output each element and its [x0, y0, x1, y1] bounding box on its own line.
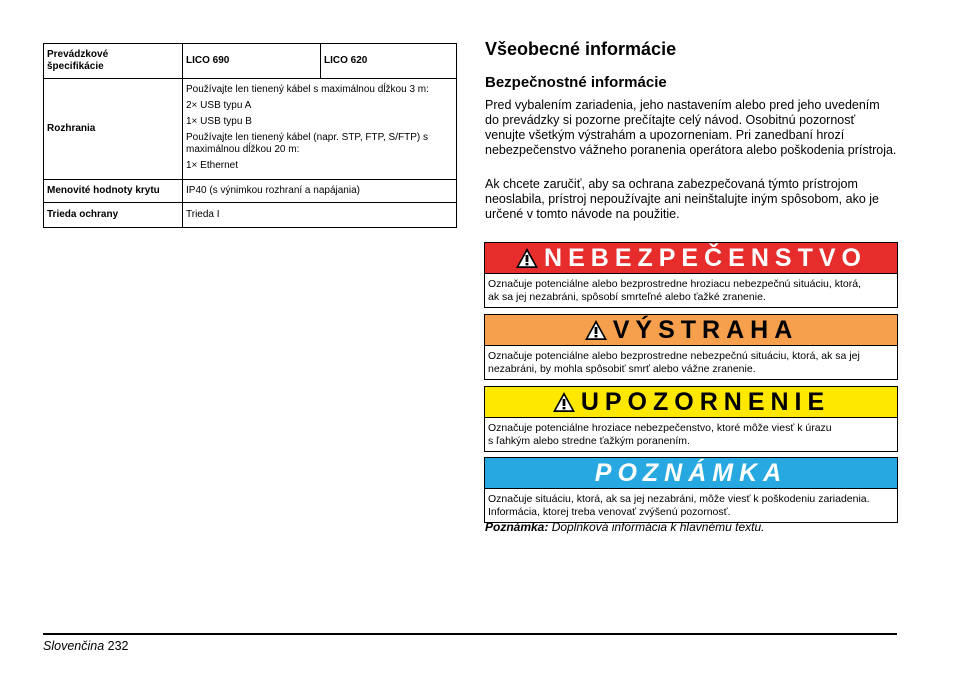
notice-header [485, 458, 897, 489]
warning-triangle-icon [584, 319, 608, 341]
specifications-table [43, 43, 457, 228]
danger-header [485, 243, 897, 274]
note-label: Poznámka: [485, 520, 549, 534]
caution-signal-word: UPOZORNENIE [580, 388, 831, 416]
header-lico-690: LICO 690 [183, 44, 321, 79]
footer-language: Slovenčina [43, 639, 105, 653]
table-row-enclosure-rating [44, 180, 457, 203]
interfaces-line-2: 2× USB typu A [186, 100, 252, 111]
footer-divider [43, 633, 897, 635]
header-lico-620: LICO 620 [321, 44, 457, 79]
warning-box [484, 314, 898, 380]
page-number: 232 [107, 639, 129, 653]
row-label-protection-class: Trieda ochrany [44, 203, 183, 228]
notice-description: Označuje situáciu, ktorá, ak sa jej nezabráni, môže viesť k poškodeniu zariadenia. Informácia, ktorej treba venovať zvýšenú pozornosť. [488, 493, 870, 518]
header-specifications [44, 44, 183, 79]
row-label-interfaces: Rozhrania [44, 79, 183, 180]
interfaces-line-5: 1× Ethernet [186, 160, 238, 171]
caution-box [484, 386, 898, 452]
notice-signal-word: POZNÁMKA [594, 459, 788, 487]
caution-header [485, 387, 897, 418]
interfaces-line-1: Používajte len tienený kábel s maximálnou dĺžkou 3 m: [186, 84, 429, 95]
caution-description: Označuje potenciálne hroziace nebezpečenstvo, ktoré môže viesť k úrazu s ľahkým alebo stredne ťažkým poranením. [488, 422, 832, 447]
table-row-interfaces [44, 79, 457, 180]
row-label-enclosure-rating: Menovité hodnoty krytu [44, 180, 183, 203]
row-value-protection-class: Trieda I [183, 203, 457, 228]
interfaces-line-3: 1× USB typu B [186, 116, 252, 127]
table-row-protection-class [44, 203, 457, 228]
row-value-enclosure-rating: IP40 (s výnimkou rozhraní a napájania) [183, 180, 457, 203]
row-value-interfaces [183, 79, 457, 180]
danger-description: Označuje potenciálne alebo bezprostredne hroziacu nebezpečnú situáciu, ktorá, ak sa jej nezabráni, spôsobí smrteľné alebo ťažké zranenie. [488, 278, 861, 303]
note-text: Doplnková informácia k hlavnému textu. [548, 520, 765, 534]
warning-triangle-icon [515, 247, 539, 269]
intro-paragraph: Pred vybalením zariadenia, jeho nastavením alebo pred jeho uvedením do prevádzky si pozorne prečítajte celý návod. Osobitnú pozornosť venujte všetkým výstrahám a upozorneniam. Pri zanedbaní hrozí nebezpečenstvo vážneho poranenia operátora alebo poškodenia prístroja. [485, 98, 897, 157]
section-subtitle: Bezpečnostné informácie [485, 74, 667, 91]
header-specifications-label: Prevádzkové špecifikácie [47, 49, 109, 72]
protection-paragraph: Ak chcete zaručiť, aby sa ochrana zabezpečovaná týmto prístrojom neoslabila, prístroj nepoužívajte ani neinštalujte iným spôsobom, ako je určené v tomto návode na použitie. [485, 177, 879, 221]
warning-description: Označuje potenciálne alebo bezprostredne nebezpečnú situáciu, ktorá, ak sa jej nezabráni, by mohla spôsobiť smrť alebo vážne zranenie. [488, 350, 860, 375]
danger-box [484, 242, 898, 308]
section-title: Všeobecné informácie [485, 39, 677, 59]
interfaces-line-4: Používajte len tienený kábel (napr. STP, FTP, S/FTP) s maximálnou dĺžkou 20 m: [186, 132, 428, 155]
note-line [485, 520, 764, 534]
table-header-row [44, 44, 457, 79]
danger-signal-word: NEBEZPEČENSTVO [544, 244, 867, 272]
notice-box [484, 457, 898, 523]
warning-header [485, 315, 897, 346]
page-footer [43, 639, 129, 654]
warning-triangle-icon [552, 391, 576, 413]
warning-signal-word: VÝSTRAHA [612, 316, 799, 344]
